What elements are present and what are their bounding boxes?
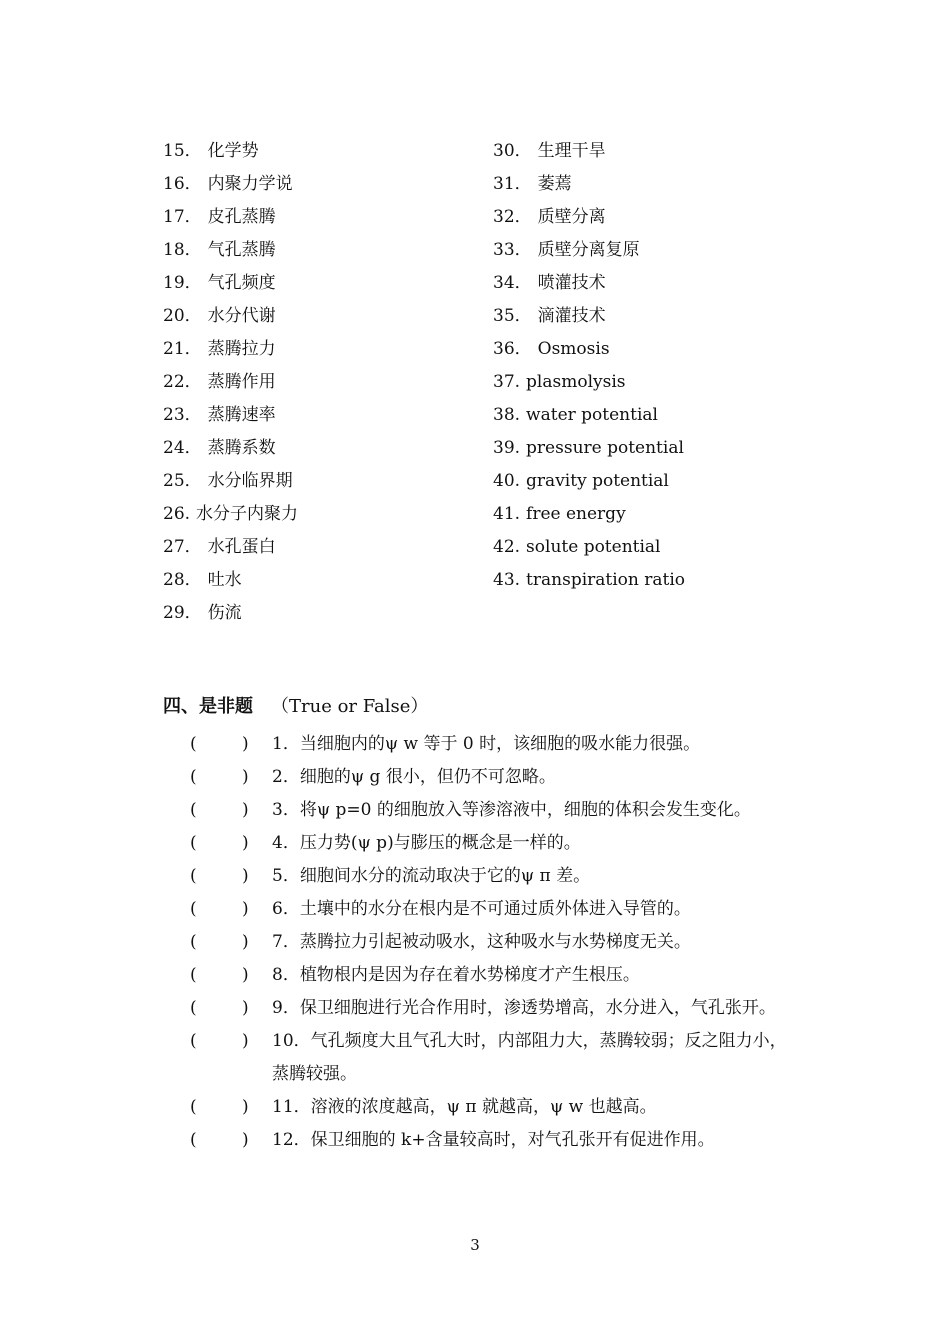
question-item [190,926,800,959]
term-number: 15． [163,141,202,161]
term-item [163,237,298,270]
term-label: 气孔频度 [207,273,276,293]
term-label: 气孔蒸腾 [207,240,276,260]
question-text: 1．当细胞内的ψ w 等于 0 时，该细胞的吸水能力很强。 [272,734,701,754]
answer-bracket-open: ( [190,1130,197,1150]
term-number: 28． [163,570,202,590]
term-item [163,270,298,303]
term-item [163,501,298,534]
term-label: free energy [526,504,626,524]
term-item [163,600,298,633]
term-number: 38. [493,405,521,425]
term-number: 32． [493,207,532,227]
question-text: 2．细胞的ψ g 很小，但仍不可忽略。 [272,767,556,787]
term-label: 吐水 [207,570,242,590]
term-label: 蒸腾速率 [207,405,276,425]
answer-bracket-open: ( [190,899,197,919]
answer-bracket-close: ) [242,767,249,787]
term-item [163,534,298,567]
term-number: 27． [163,537,202,557]
term-label: 蒸腾系数 [207,438,276,458]
term-label: solute potential [526,537,661,557]
term-item [493,534,685,567]
term-label: water potential [526,405,658,425]
answer-bracket-close: ) [242,1097,249,1117]
term-number: 30． [493,141,532,161]
question-text: 3．将ψ p=0 的细胞放入等渗溶液中，细胞的体积会发生变化。 [272,800,751,820]
answer-bracket-open: ( [190,932,197,952]
terms-column-left [163,138,298,633]
question-text: 7．蒸腾拉力引起被动吸水，这种吸水与水势梯度无关。 [272,932,691,952]
term-number: 35． [493,306,532,326]
term-item [493,501,685,534]
term-item [163,402,298,435]
term-label: 水分临界期 [207,471,293,491]
term-item [493,468,685,501]
answer-bracket-open: ( [190,1097,197,1117]
question-item [190,761,800,794]
term-label: 质壁分离 [537,207,606,227]
question-item [190,1124,800,1157]
term-item [493,303,685,336]
question-text: 9．保卫细胞进行光合作用时，渗透势增高，水分进入，气孔张开。 [272,998,776,1018]
answer-bracket-close: ) [242,1130,249,1150]
term-label: 内聚力学说 [207,174,293,194]
term-item [493,204,685,237]
term-number: 29． [163,603,202,623]
term-number: 24． [163,438,202,458]
section-heading [163,692,428,718]
term-item [163,435,298,468]
term-item [163,369,298,402]
term-label: 皮孔蒸腾 [207,207,276,227]
term-label: 滴灌技术 [537,306,606,326]
term-label: gravity potential [526,471,669,491]
term-number: 37. [493,372,521,392]
true-false-list [190,728,800,1157]
term-label: 蒸腾拉力 [207,339,276,359]
answer-bracket-close: ) [242,1031,249,1051]
answer-bracket-open: ( [190,833,197,853]
question-text: 12．保卫细胞的 k+含量较高时，对气孔张开有促进作用。 [272,1130,715,1150]
question-item [190,992,800,1025]
term-item [493,336,685,369]
question-text: 4．压力势(ψ p)与膨压的概念是一样的。 [272,833,581,853]
term-number: 33． [493,240,532,260]
answer-bracket-open: ( [190,800,197,820]
term-label: pressure potential [526,438,684,458]
term-number: 25． [163,471,202,491]
question-item [190,959,800,992]
answer-bracket-open: ( [190,1031,197,1051]
term-number: 16． [163,174,202,194]
term-label: transpiration ratio [526,570,686,590]
answer-bracket-close: ) [242,965,249,985]
section-subtitle: （True or False） [271,696,429,717]
term-item [493,567,685,600]
answer-bracket-close: ) [242,998,249,1018]
answer-bracket-close: ) [242,833,249,853]
term-item [163,336,298,369]
term-label: 水分代谢 [207,306,276,326]
question-item [190,827,800,860]
term-number: 34． [493,273,532,293]
answer-bracket-close: ) [242,932,249,952]
question-item [190,893,800,926]
term-number: 40. [493,471,521,491]
term-number: 31． [493,174,532,194]
question-item [190,728,800,761]
term-number: 18． [163,240,202,260]
question-item [190,1091,800,1124]
answer-bracket-close: ) [242,866,249,886]
term-item [163,138,298,171]
term-number: 43. [493,570,521,590]
answer-bracket-open: ( [190,866,197,886]
term-number: 23． [163,405,202,425]
term-number: 41. [493,504,521,524]
term-item [493,402,685,435]
term-item [163,303,298,336]
term-label: plasmolysis [526,372,626,392]
term-number: 22． [163,372,202,392]
term-number: 42. [493,537,521,557]
term-item [163,171,298,204]
term-label: Osmosis [537,339,610,359]
term-item [493,270,685,303]
term-number: 20． [163,306,202,326]
question-text: 8．植物根内是因为存在着水势梯度才产生根压。 [272,965,640,985]
answer-bracket-open: ( [190,734,197,754]
term-label: 质壁分离复原 [537,240,640,260]
term-item [163,204,298,237]
question-item [190,1025,800,1091]
question-text: 5．细胞间水分的流动取决于它的ψ π 差。 [272,866,591,886]
term-item [493,435,685,468]
term-label: 蒸腾作用 [207,372,276,392]
answer-bracket-open: ( [190,965,197,985]
term-item [163,567,298,600]
question-text: 11．溶液的浓度越高，ψ π 就越高，ψ w 也越高。 [272,1097,657,1117]
term-label: 水分子内聚力 [196,504,299,524]
answer-bracket-close: ) [242,734,249,754]
section-title: 四、是非题 [163,696,253,717]
term-label: 生理干旱 [537,141,606,161]
answer-bracket-open: ( [190,998,197,1018]
question-item [190,860,800,893]
term-label: 伤流 [207,603,242,623]
answer-bracket-close: ) [242,800,249,820]
term-item [493,369,685,402]
term-label: 喷灌技术 [537,273,606,293]
term-number: 17． [163,207,202,227]
term-item [493,171,685,204]
term-item [493,138,685,171]
question-text: 10．气孔频度大且气孔大时，内部阻力大，蒸腾较弱；反之阻力小，蒸腾较强。 [272,1031,787,1084]
term-label: 水孔蛋白 [207,537,276,557]
question-item [190,794,800,827]
term-label: 萎蔫 [537,174,572,194]
term-number: 19． [163,273,202,293]
answer-bracket-open: ( [190,767,197,787]
question-text: 6．土壤中的水分在根内是不可通过质外体进入导管的。 [272,899,691,919]
terms-column-right [493,138,685,600]
term-number: 26. [163,504,191,524]
term-item [493,237,685,270]
page-number: 3 [470,1236,480,1254]
term-label: 化学势 [207,141,259,161]
term-number: 39. [493,438,521,458]
term-number: 36． [493,339,532,359]
term-item [163,468,298,501]
answer-bracket-close: ) [242,899,249,919]
term-number: 21． [163,339,202,359]
